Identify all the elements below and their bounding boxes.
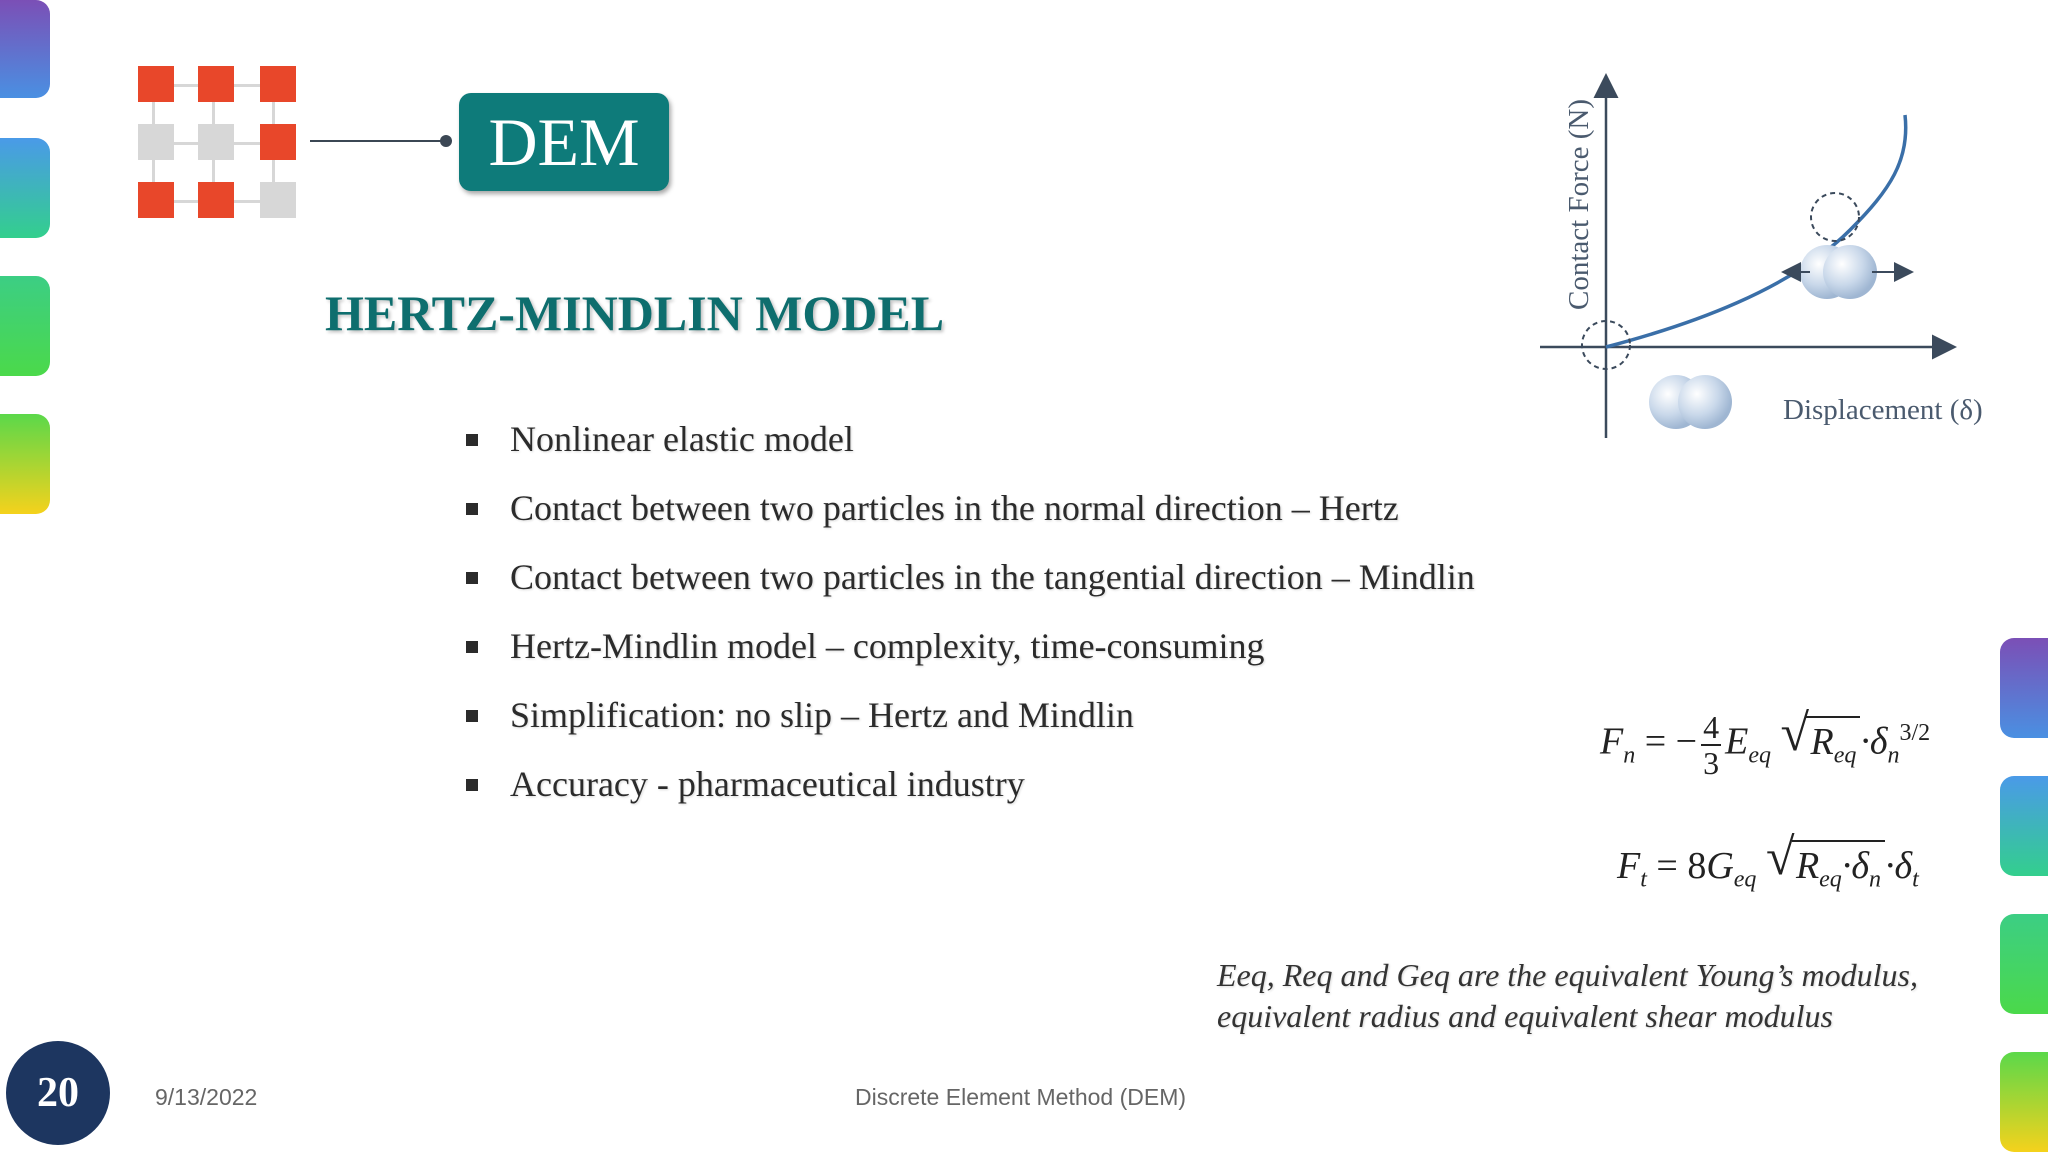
note-line-2: equivalent radius and equivalent shear modulus xyxy=(1217,998,1833,1034)
bullet-text: Simplification: no slip – Hertz and Mindlin xyxy=(510,695,1134,735)
formula-ft-radicand-b-sub: n xyxy=(1868,866,1881,893)
formula-ft-lhs-sub: t xyxy=(1640,866,1647,893)
side-tab-blue xyxy=(0,138,50,238)
bullet-item xyxy=(466,619,1475,688)
bullet-marker xyxy=(466,572,478,584)
formula-fn-sqrt: √ $R_{eq}$ xyxy=(1780,716,1860,770)
connector-line xyxy=(310,140,446,142)
formula-fn-coef: E xyxy=(1725,720,1749,763)
side-tab-green xyxy=(0,276,50,376)
formula-fn-coef-sub: eq xyxy=(1748,742,1771,769)
bullet-item xyxy=(466,550,1475,619)
force-displacement-graph xyxy=(1520,60,1990,450)
footer-title: Discrete Element Method (DEM) xyxy=(855,1084,1187,1110)
bullet-marker xyxy=(466,710,478,722)
formula-fn-equals: = − xyxy=(1644,720,1698,763)
side-tab-right-green xyxy=(2000,914,2048,1014)
formula-ft-sqrt: √ $R_{eq}\cdot\delta_n$ xyxy=(1766,840,1885,894)
graph-y-label: Contact Force (N) xyxy=(1563,99,1595,310)
bullet-marker xyxy=(466,641,478,653)
tangential-force-formula xyxy=(1617,829,1919,894)
formula-ft-radicand-a-sub: eq xyxy=(1819,866,1842,893)
formula-ft-tail: ·δ xyxy=(1884,845,1913,887)
formula-fn-fraction xyxy=(1701,710,1721,780)
formula-fn-denominator: 3 xyxy=(1703,745,1720,781)
formula-fn-lhs-sub: n xyxy=(1623,742,1636,769)
formula-ft-coef: G xyxy=(1706,845,1734,887)
bullet-text: Nonlinear elastic model xyxy=(510,419,854,459)
side-tab-right-blue xyxy=(2000,776,2048,876)
formula-fn-tail: ·δ xyxy=(1860,720,1888,763)
bullet-marker xyxy=(466,779,478,791)
side-tab-right-yellow xyxy=(2000,1052,2048,1152)
footer-date: 9/13/2022 xyxy=(155,1084,258,1110)
formula-fn-numerator: 4 xyxy=(1703,709,1720,745)
formula-ft-coef-sub: eq xyxy=(1733,866,1757,893)
particle-ball xyxy=(1678,375,1732,429)
connector-dot xyxy=(440,135,452,147)
graph-x-label: Displacement (δ) xyxy=(1783,394,1983,426)
formula-fn-tail-sub: n xyxy=(1887,742,1900,769)
bullet-marker xyxy=(466,503,478,515)
note-line-1: Eeq, Req and Geq are the equivalent Young’s modulus, xyxy=(1217,957,1918,993)
formula-ft-equals: = 8 xyxy=(1656,845,1707,887)
formula-fn-tail-sup: 3/2 xyxy=(1899,720,1931,747)
normal-force-formula xyxy=(1600,704,1931,781)
particle-ball xyxy=(1823,245,1877,299)
bullet-item xyxy=(466,412,1475,481)
slide-title: HERTZ-MINDLIN MODEL xyxy=(325,285,945,341)
formula-ft-radicand-a: R xyxy=(1795,845,1820,887)
side-tab-purple xyxy=(0,0,50,98)
formula-ft-tail-sub: t xyxy=(1912,866,1919,893)
bullet-item xyxy=(466,481,1475,550)
formula-ft-radicand-b: ·δ xyxy=(1841,845,1869,887)
side-tab-yellow xyxy=(0,414,50,514)
bullet-text: Contact between two particles in the tangential direction – Mindlin xyxy=(510,557,1475,597)
formula-fn-radicand-sub: eq xyxy=(1833,742,1857,769)
dem-badge: DEM xyxy=(459,93,669,191)
bullet-marker xyxy=(466,434,478,446)
formula-fn-radicand: R xyxy=(1810,720,1834,763)
dem-grid-logo xyxy=(132,64,302,234)
deformation-contact-circle xyxy=(1811,193,1859,241)
bullet-list xyxy=(466,412,1475,826)
force-curve xyxy=(1606,115,1906,347)
bullet-text: Hertz-Mindlin model – complexity, time-consuming xyxy=(510,626,1265,666)
bullet-item xyxy=(466,757,1475,826)
bullet-item xyxy=(466,688,1475,757)
formula-fn-lhs: F xyxy=(1600,720,1624,763)
bullet-text: Contact between two particles in the normal direction – Hertz xyxy=(510,488,1399,528)
equivalent-parameters-note xyxy=(1217,955,1918,1037)
formula-ft-lhs: F xyxy=(1617,845,1641,887)
slide-number-badge: 20 xyxy=(6,1041,110,1145)
bullet-text: Accuracy - pharmaceutical industry xyxy=(510,764,1025,804)
side-tab-right-purple xyxy=(2000,638,2048,738)
